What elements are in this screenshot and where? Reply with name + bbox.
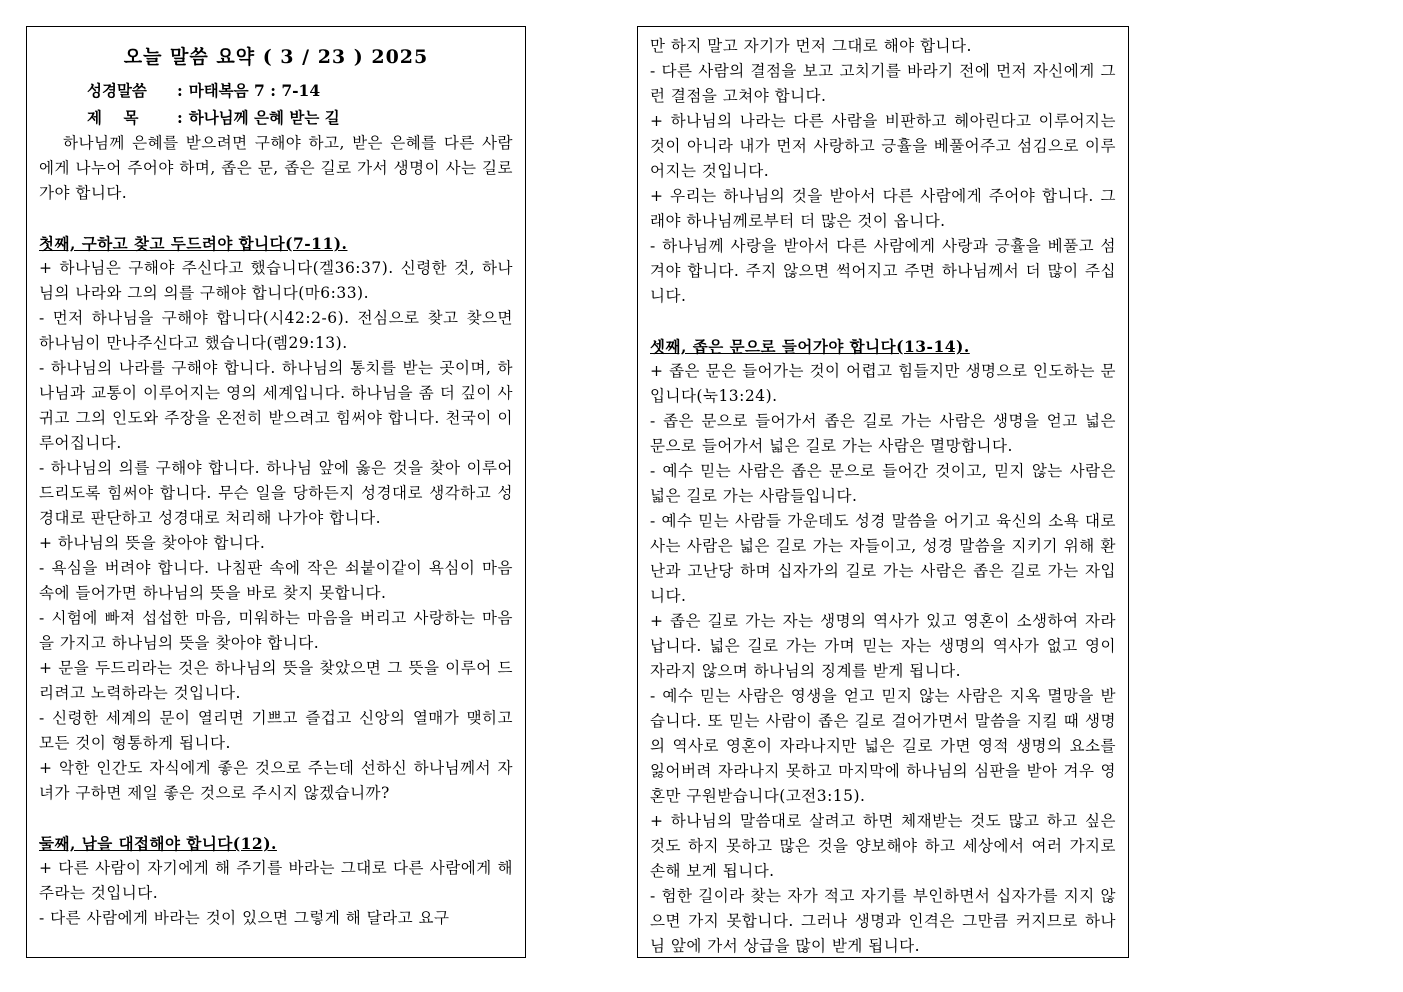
list-item: - 신령한 세계의 문이 열리면 기쁘고 즐겁고 신앙의 열매가 맺히고 모든 것이 형통하게 됩니다. [39,709,513,752]
right-column [637,26,1129,958]
list-item: + 악한 인간도 자식에게 좋은 것으로 주는데 선하신 하나님께서 자녀가 구하면 제일 좋은 것으로 주시지 않겠습니까? [39,759,513,802]
colon: : [177,108,183,127]
list-item: - 하나님의 나라를 구해야 합니다. 하나님의 통치를 받는 곳이며, 하나님과 교통이 이루어지는 영의 세계입니다. 하나님을 좀 더 깊이 사귀고 그의 인도와 주장을 온전히 받으려고 힘써야 합니다. 천국이 이루어집니다. [39,359,513,452]
list-item: - 예수 믿는 사람들 가운데도 성경 말씀을 어기고 육신의 소욕 대로 사는 사람은 넓은 길로 가는 자들이고, 성경 말씀을 지키기 위해 환난과 고난당 하며 십자가의 길로 가는 사람은 좁은 길로 가는 자입니다. [650,512,1116,605]
list-item: - 다른 사람의 결점을 보고 고치기를 바라기 전에 먼저 자신에게 그런 결점을 고쳐야 합니다. [650,62,1116,105]
list-item: - 욕심을 버려야 합니다. 나침판 속에 작은 쇠붙이같이 욕심이 마음속에 들어가면 하나님의 뜻을 바로 찾지 못합니다. [39,559,513,602]
list-item: + 하나님의 말씀대로 살려고 하면 체재받는 것도 많고 하고 싶은 것도 하지 못하고 많은 것을 양보해야 하고 세상에서 여러 가지로 손해 보게 됩니다. [650,812,1116,880]
list-item: + 우리는 하나님의 것을 받아서 다른 사람에게 주어야 합니다. 그래야 하나님께로부터 더 많은 것이 옵니다. [650,187,1116,230]
list-item: + 문을 두드리라는 것은 하나님의 뜻을 찾았으면 그 뜻을 이루어 드리려고 노력하라는 것입니다. [39,659,513,702]
list-item: + 하나님의 뜻을 찾아야 합니다. [39,534,266,552]
list-item: 만 하지 말고 자기가 먼저 그대로 해야 합니다. [650,37,972,55]
list-item: - 예수 믿는 사람은 좁은 문으로 들어간 것이고, 믿지 않는 사람은 넓은 길로 가는 사람들입니다. [650,462,1116,505]
list-item: + 하나님의 나라는 다른 사람을 비판하고 헤아린다고 이루어지는 것이 아니라 내가 먼저 사랑하고 긍휼을 베풀어주고 섬김으로 이루어지는 것입니다. [650,112,1116,180]
intro-paragraph: 하나님께 은혜를 받으려면 구해야 하고, 받은 은혜를 다른 사람에게 나누어 주어야 하며, 좁은 문, 좁은 길로 가서 생명이 사는 길로 가야 합니다. [39,134,513,202]
subject-line [39,104,513,131]
list-item: + 좁은 길로 가는 자는 생명의 역사가 있고 영혼이 소생하여 자라납니다. 넓은 길로 가는 가며 믿는 자는 생명의 역사가 없고 영이 자라지 않으며 하나님의 징계를 받게 됩니다. [650,612,1116,680]
scripture-line [39,77,513,104]
scripture-label: 성경말씀 [87,81,147,100]
list-item: - 다른 사람에게 바라는 것이 있으면 그렇게 해 달라고 요구 [39,909,450,927]
subject-label: 제 목 [87,108,139,127]
section-heading: 둘째, 남을 대접해야 합니다(12). [39,834,277,853]
section-heading: 첫째, 구하고 찾고 두드려야 합니다(7-11). [39,234,348,253]
left-column [26,26,526,958]
list-item: - 시험에 빠져 섭섭한 마음, 미워하는 마음을 버리고 사랑하는 마음을 가지고 하나님의 뜻을 찾아야 합니다. [39,609,513,652]
list-item: - 먼저 하나님을 구해야 합니다(시42:2-6). 전심으로 찾고 찾으면 하나님이 만나주신다고 했습니다(렘29:13). [39,309,513,352]
colon: : [177,81,183,100]
list-item: + 다른 사람이 자기에게 해 주기를 바라는 그대로 다른 사람에게 해 주라는 것입니다. [39,859,513,902]
list-item: - 예수 믿는 사람은 영생을 얻고 믿지 않는 사람은 지옥 멸망을 받습니다. 또 믿는 사람이 좁은 길로 걸어가면서 말씀을 지킬 때 생명의 역사로 영혼이 자라나지만 넓은 길로 가면 영적 생명의 요소를 잃어버려 자라나지 못하고 마지막에 하나님의 심판을 받아 겨우 영혼만 구원받습니다(고전3:15). [650,687,1116,805]
page-title: 오늘 말씀 요약 ( 3 / 23 ) 2025 [123,46,429,68]
section-heading: 셋째, 좁은 문으로 들어가야 합니다(13-14). [650,337,970,356]
list-item: - 좁은 문으로 들어가서 좁은 길로 가는 사람은 생명을 얻고 넓은 문으로 들어가서 넓은 길로 가는 사람은 멸망합니다. [650,412,1116,455]
list-item: + 좁은 문은 들어가는 것이 어렵고 힘들지만 생명으로 인도하는 문입니다(눅13:24). [650,362,1116,405]
subject-value: 하나님께 은혜 받는 길 [188,108,340,127]
list-item: + 하나님은 구해야 주신다고 했습니다(겔36:37). 신령한 것, 하나님의 나라와 그의 의를 구해야 합니다(마6:33). [39,259,513,302]
scripture-value: 마태복음 7 : 7-14 [188,81,321,100]
list-item: - 하나님의 의를 구해야 합니다. 하나님 앞에 옳은 것을 찾아 이루어 드리도록 힘써야 합니다. 무슨 일을 당하든지 성경대로 생각하고 성경대로 판단하고 성경대로 처리해 나가야 합니다. [39,459,513,527]
list-item: - 하나님께 사랑을 받아서 다른 사람에게 사랑과 긍휼을 베풀고 섬겨야 합니다. 주지 않으면 썩어지고 주면 하나님께서 더 많이 주십니다. [650,237,1116,305]
list-item: - 험한 길이라 찾는 자가 적고 자기를 부인하면서 십자가를 지지 않으면 가지 못합니다. 그러나 생명과 인격은 그만큼 커지므로 하나님 앞에 가서 상급을 많이 받게 됩니다. [650,887,1116,955]
